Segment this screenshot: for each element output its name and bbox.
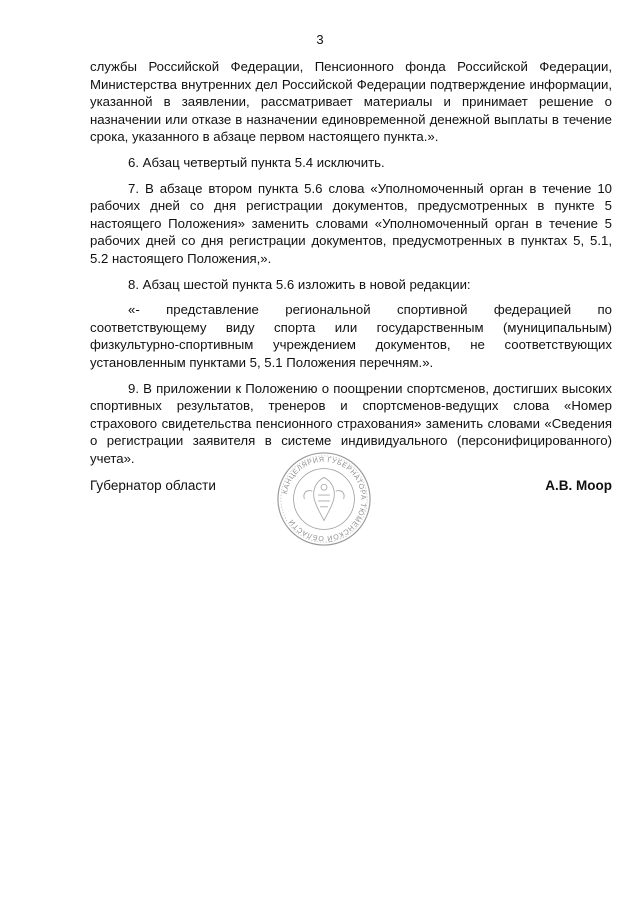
page-number: 3 [316,32,324,47]
official-seal-stamp [275,450,373,548]
signer-title: Губернатор области [90,478,216,493]
signer-name: А.В. Моор [545,478,612,493]
svg-text:КАНЦЕЛЯРИЯ ГУБЕРНАТОРА ТЮМЕНСК: КАНЦЕЛЯРИЯ ГУБЕРНАТОРА ТЮМЕНСКОЙ ОБЛАСТИ [282,456,367,542]
paragraph-item-8: 8. Абзац шестой пункта 5.6 изложить в новой редакции: [128,276,471,292]
signature-block [90,456,612,578]
paragraph-item-8-quote: «- представление региональной спортивной федерацией по соответствующему виду спорта или государственным (муниципальным) физкультурно-спортивным учреждением документов, не соответствующих установленным пунктами 5, 5.1 Положения перечням.». [90,302,612,370]
paragraph-continuation: службы Российской Федерации, Пенсионного фонда Российской Федерации, Министерства внутренних дел Российской Федерации подтверждение информации, указанной в заявлении, рассматривает материалы и принимает решение о назначении или отказе в назначении единовременной денежной выплаты в течение срока, указанного в абзаце первом настоящего пункта.». [90,59,612,145]
paragraph-item-7: 7. В абзаце втором пункта 5.6 слова «Уполномоченный орган в течение 10 рабочих дней со дня регистрации документов, предусмотренных в пункте 5 настоящего Положения» заменить словами «Уполномоченный орган в течение 5 рабочих дней со дня регистрации документов, предусмотренных в пунктах 5, 5.1, 5.2 настоящего Положения,». [90,180,612,266]
seal-emblem-icon [304,477,344,520]
paragraph-item-9: 9. В приложении к Положению о поощрении спортсменов, достигших высоких спортивных результатов, тренеров и спортсменов-ведущих слова «Номер страхового свидетельства пенсионного страхования» заменить словами «Сведения о регистрации заявителя в системе индивидуального (персонифицированного) учета». [90,380,612,466]
paragraph-item-6: 6. Абзац четвертый пункта 5.4 исключить. [128,154,385,170]
document-body [90,58,612,475]
